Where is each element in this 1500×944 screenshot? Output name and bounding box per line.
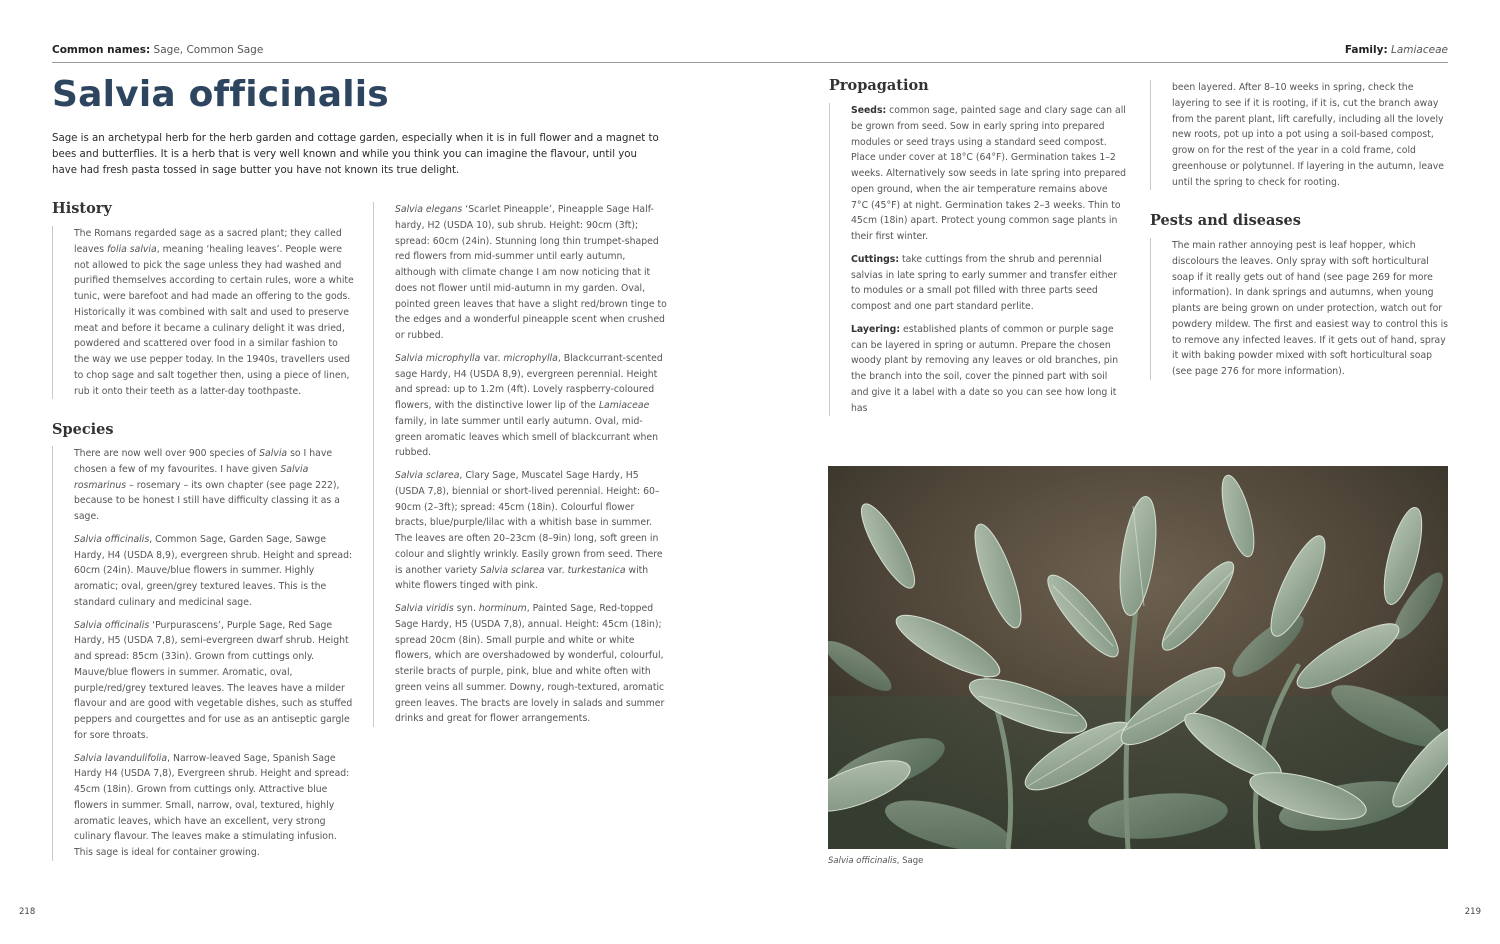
species-entry-officinalis: [74, 532, 354, 611]
propagation-column: [829, 103, 1127, 416]
species-entry-lavandulifolia: [74, 751, 354, 861]
species-entry-microphylla: [395, 351, 668, 461]
latin: microphylla: [503, 352, 558, 364]
latin: turkestanica: [567, 564, 626, 576]
sage-photo: [828, 466, 1448, 849]
latin: Salvia sclarea: [480, 564, 545, 576]
text: – rosemary – its own chapter (see page 222), because to be honest I still have difficulty classing it as a sage.: [74, 479, 340, 522]
species-entry-viridis: [395, 601, 668, 727]
text: var.: [480, 352, 504, 364]
history-latin: folia salvia: [107, 243, 157, 255]
species-entry-purpurascens: [74, 618, 354, 744]
history-text-2: , meaning ‘healing leaves’. People were not allowed to pick the sage unless they had washed and purified themselves according to certain rules, wore a white tunic, were barefoot and had made an offering to the gods. Historically it was combined with salt and used to preserve meat and before it became a culinary delight it was dried, powdered and scattered over food in a similar fashion to the way we use pepper today. In the 1940s, travellers used to chop sage and salt together then, using a piece of linen, rub it onto their teeth as a latter-day toothpaste.: [74, 243, 354, 397]
latin: Salvia sclarea: [395, 470, 460, 481]
latin: Lamiaceae: [598, 400, 650, 411]
common-names-label: Common names:: [52, 44, 151, 56]
common-names-value: Sage, Common Sage: [150, 44, 264, 56]
propagation-continued-column: [1150, 80, 1448, 190]
text: There are now well over 900 species of: [74, 448, 260, 459]
history-text-1: The Romans regarded sage as a sacred plant; they called leaves: [74, 228, 342, 255]
caption-latin: Salvia officinalis: [828, 856, 897, 866]
latin: Salvia microphylla: [395, 352, 481, 364]
caption-text: , Sage: [896, 856, 924, 866]
propagation-layering: [851, 322, 1127, 417]
page-number-right: 219: [1464, 907, 1481, 917]
history-paragraph: [74, 226, 354, 399]
text: ‘Purpurascens’, Purple Sage, Red Sage Hardy, H5 (USDA 7,8), semi-evergreen dwarf shrub. Height and spread: 85cm (33in). Grown from cuttings only. Mauve/blue flowers in summer. Aromatic, oval, purple/red/grey textured leaves. The leaves have a milder flavour and are good with vegetable dishes, such as stuffed peppers and courgettes and for use as an antiseptic gargle for sore throats.: [74, 619, 353, 741]
text: , Common Sage, Garden Sage, Sawge Hardy, H4 (USDA 8,9), evergreen shrub. Height and spread: 60cm (24in). Mauve/blue flowers in summer. Highly aromatic; oval, green/grey textured leaves. This is the standard culinary and medicinal sage.: [74, 533, 353, 608]
label: Layering:: [851, 323, 901, 335]
text: common sage, painted sage and clary sage can all be grown from seed. Sow in early spring into prepared modules or seed trays using a standard seed compost. Place under cover at 18°C (64°F). Germination takes 1–2 weeks. Alternatively sow seeds in late spring into prepared open ground, when the air temperature remains above 7°C (45°F) at night. Germination takes 2–3 weeks. Thin to 45cm (18in) apart. Protect young common sage plants in their first winter.: [851, 105, 1127, 242]
latin: Salvia: [259, 448, 288, 459]
species-column-2: [373, 202, 668, 727]
species-heading: Species: [52, 421, 114, 438]
text: , Painted Sage, Red-topped Sage Hardy, H5 (USDA 7,8), annual. Height: 45cm (18in); spread 20cm (8in). Small purple and white or white flowers, which are overshadowed by wonderful, colourful, sterile bracts of purple, pink, blue and white often with green veins all summer. Downy, rough-textured, aromatic green leaves. The bracts are lovely in salads and summer drinks and great for flower arrangements.: [395, 603, 665, 725]
species-entry-elegans: [395, 202, 668, 344]
species-intro: [74, 446, 354, 525]
species-entry-sclarea: [395, 468, 668, 594]
running-head-left: [52, 44, 263, 56]
text: established plants of common or purple sage can be layered in spring or autumn. Prepare the chosen woody plant by removing any leaves or old branches, pin the branch into the soil, cover the pinned part with soil and give it a label with a date so you can see how long it has: [851, 323, 1119, 414]
sage-leaves-illustration: [828, 466, 1448, 849]
latin: horminum: [478, 603, 527, 614]
text: var.: [544, 564, 568, 576]
propagation-seeds: [851, 103, 1127, 245]
latin: Salvia lavandulifolia: [74, 752, 168, 764]
latin: Salvia officinalis: [74, 533, 150, 545]
photo-caption: [828, 856, 923, 866]
pests-paragraph: The main rather annoying pest is leaf hopper, which discolours the leaves. Only spray with soft horticultural soap if it really gets out of hand (see page 269 for more information). In dank springs and autumns, when young plants are being grown on under protection, watch out for powdery mildew. The first and easiest way to control this is to remove any infected leaves. If it gets out of hand, spray it with baking powder mixed with soft horticultural soap (see page 276 for more information).: [1172, 240, 1448, 377]
history-heading: History: [52, 200, 112, 217]
text: take cuttings from the shrub and perennial salvias in late spring to early summer and transfer either to modules or a small pot filled with three parts seed compost and one part standard perlite.: [851, 253, 1118, 312]
text: , Narrow-leaved Sage, Spanish Sage Hardy H4 (USDA 7,8), Evergreen shrub. Height and spread: 45cm (18in). Grown from cuttings only. Attractive blue flowers in summer. Small, narrow, oval, textured, highly aromatic leaves, which have an excellent, very strong culinary flavour. The leaves make a stimulating infusion. This sage is ideal for container growing.: [74, 752, 350, 858]
intro-paragraph: Sage is an archetypal herb for the herb garden and cottage garden, especially when it is in full flower and a magnet to bees and butterflies. It is a herb that is very well known and while you think you can imagine the flavour, until you have had fresh pasta tossed in sage butter you have not known its true delight.: [52, 133, 659, 176]
text: , Clary Sage, Muscatel Sage Hardy, H5 (USDA 7,8), biennial or short-lived perennial. Height: 60–90cm (2–3ft); spread: 45cm (18in). Colourful flower bracts, blue/purple/lilac with a whitish base in summer. The leaves are often 20–23cm (8–9in) long, soft green in colour and slightly wrinkly. Easily grown from seed. There is another variety: [395, 470, 663, 576]
family-label: Family:: [1344, 44, 1388, 56]
running-head-right: [1345, 44, 1448, 56]
text: syn.: [453, 603, 479, 614]
page-number-left: 218: [19, 907, 36, 917]
latin: Salvia elegans: [395, 204, 463, 215]
text: with white flowers tinged with pink.: [395, 564, 649, 592]
label: Seeds:: [851, 105, 887, 116]
header-rule: [52, 62, 1448, 63]
text: so I have chosen a few of my favourites. I have given: [74, 448, 333, 475]
text: , Blackcurrant-scented sage Hardy, H4 (USDA 8,9), evergreen perennial. Height and spread: up to 1.2m (4ft). Lovely raspberry-coloured flowers, with the distinctive lower lip of the: [395, 352, 663, 411]
layering-continued: been layered. After 8–10 weeks in spring, check the layering to see if it is rooting, if it is, cut the branch away from the parent plant, lift carefully, including all the lovely new roots, pot up into a pot using a soil-based compost, grow on for the rest of the year in a cold frame, cold greenhouse or polytunnel. If layering in the autumn, leave until the spring to check for rooting.: [1172, 82, 1444, 188]
propagation-cuttings: [851, 252, 1127, 315]
label: Cuttings:: [851, 253, 900, 265]
latin: Salvia rosmarinus: [74, 463, 309, 491]
latin: Salvia officinalis: [74, 619, 150, 631]
text: family, in late summer until early autumn. Oval, mid-green aromatic leaves which smell of blackcurrant when rubbed.: [395, 415, 659, 459]
pests-heading: Pests and diseases: [1150, 212, 1301, 229]
text: ‘Scarlet Pineapple’, Pineapple Sage Half-hardy, H2 (USDA 10), sub shrub. Height: 90cm (3ft); spread: 60cm (24in). Stunning long thin trumpet-shaped red flowers from mid-summer until early autumn, although with climate change I am now noticing that it does not flower until mid-autumn in my garden. Oval, pointed green leaves that have a slight red/brown tinge to the edges and a wonderful pineapple scent when crushed or rubbed.: [395, 204, 667, 341]
propagation-heading: Propagation: [829, 77, 929, 94]
species-column-1: [52, 446, 354, 861]
history-column: [52, 226, 354, 399]
family-value: Lamiaceae: [1391, 44, 1448, 56]
latin: Salvia viridis: [395, 603, 454, 614]
pests-column: [1150, 238, 1448, 380]
page-title: Salvia officinalis: [52, 74, 389, 115]
